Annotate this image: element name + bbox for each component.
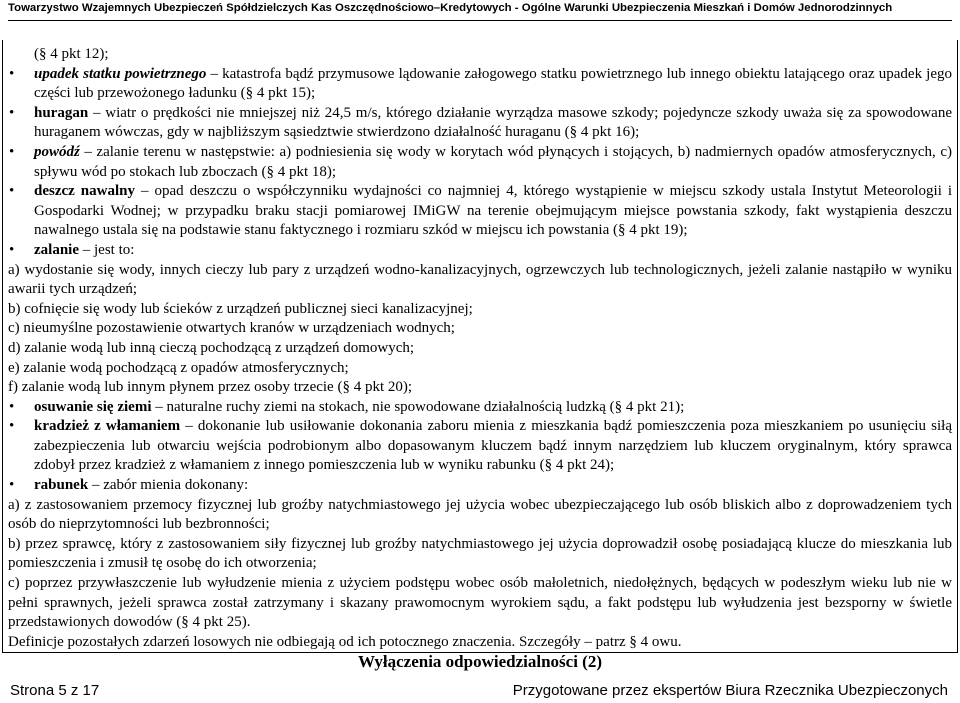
bullet-icon: • bbox=[9, 183, 15, 200]
definition-term: zalanie bbox=[34, 241, 79, 258]
bullet-icon: • bbox=[9, 418, 15, 435]
continued-line: (§ 4 pkt 12); bbox=[34, 46, 109, 62]
bullet-icon: • bbox=[9, 477, 15, 494]
definition-text: – zabór mienia dokonany: bbox=[88, 477, 249, 494]
section-title: Wyłączenia odpowiedzialności (2) bbox=[358, 652, 602, 672]
definition-text: – wiatr o prędkości nie mniejszej niż 24,5 m/s, którego działanie wyrządza masowe szkody; pojedyncze szkody uważa się za spowodowane huraganem wówczas, gdy w najbliższym sąsiedztwie stwierdzono działalność huraganu (§ 4 pkt 16); bbox=[34, 104, 952, 141]
definition-term: osuwanie się ziemi bbox=[34, 398, 152, 415]
bullet-icon: • bbox=[9, 65, 15, 82]
sub-item: f) zalanie wodą lub innym płynem przez osoby trzecie (§ 4 pkt 20); bbox=[8, 379, 413, 396]
definition-item bbox=[8, 104, 952, 143]
sub-item: d) zalanie wodą lub inną cieczą pochodzącą z urządzeń domowych; bbox=[8, 339, 415, 356]
bullet-icon: • bbox=[9, 104, 15, 121]
definition-term: rabunek bbox=[34, 477, 89, 494]
definition-term: huragan bbox=[34, 104, 89, 121]
page-number: Strona 5 z 17 bbox=[10, 682, 100, 699]
definition-item bbox=[8, 398, 952, 418]
definition-term: upadek statku powietrznego bbox=[34, 65, 207, 82]
bullet-icon: • bbox=[9, 143, 15, 160]
definition-item bbox=[8, 182, 952, 241]
sub-item: a) z zastosowaniem przemocy fizycznej lub groźby natychmiastowego jej użycia wobec ubezpieczającego lub osób bliskich albo z doprowadzeniem tych osób do nieprzytomności lub bezbronności; bbox=[8, 496, 952, 533]
definition-term: deszcz nawalny bbox=[34, 183, 135, 200]
definition-text: – jest to: bbox=[79, 241, 135, 258]
sub-item: b) przez sprawcę, który z zastosowaniem siły fizycznej lub groźby natychmiastowego jej użycia doprowadził osobę posiadającą klucze do mieszkania lub pomieszczenia i zmusił tę osobę do ich otworzenia; bbox=[8, 535, 952, 572]
sub-item: c) nieumyślne pozostawienie otwartych kranów w urządzeniach wodnych; bbox=[8, 320, 455, 337]
footer-credit: Przygotowane przez ekspertów Biura Rzecznika Ubezpieczonych bbox=[512, 682, 948, 699]
bullet-icon: • bbox=[9, 241, 15, 258]
definition-term: kradzież z włamaniem bbox=[34, 418, 181, 435]
header-divider bbox=[8, 20, 952, 21]
document-body bbox=[8, 45, 952, 672]
definition-text: – zalanie terenu w następstwie: a) podniesienia się wody w korytach wód płynących i stojących, b) nadmiernych opadów atmosferycznych, c) spływu wód po stokach lub zboczach (§ 4 pkt 18); bbox=[34, 143, 952, 180]
sub-item: a) wydostanie się wody, innych cieczy lub pary z urządzeń wodno-kanalizacyjnych, ogrzewczych lub technologicznych, jeżeli zalanie nastąpiło w wyniku awarii tych urządzeń; bbox=[8, 261, 952, 298]
definition-text: – dokonanie lub usiłowanie dokonania zaboru mienia z mieszkania bądź pomieszczenia poza mieszkaniem po usunięciu siłą zabezpieczenia lub otwarciu wejścia podrobionym albo dopasowanym kluczem bądź innym narzędziem lub kluczem oryginalnym, który sprawca zdobył przez kradzież z włamaniem z innego pomieszczenia lub w wyniku rabunku (§ 4 pkt 24); bbox=[34, 418, 952, 474]
definition-term: powódź bbox=[34, 143, 80, 160]
closing-paragraph: Definicje pozostałych zdarzeń losowych nie odbiegają od ich potocznego znaczenia. Szczegóły – patrz § 4 owu. bbox=[8, 633, 682, 650]
definition-text: – katastrofa bądź przymusowe lądowanie załogowego statku powietrznego lub innego obiektu latającego oraz upadek jego części lub przewożonego ładunku (§ 4 pkt 15); bbox=[34, 65, 953, 102]
document-header: Towarzystwo Wzajemnych Ubezpieczeń Spółdzielczych Kas Oszczędnościowo–Kredytowych - Ogólne Warunki Ubezpieczenia Mieszkań i Domów Jednorodzinnych bbox=[8, 2, 893, 14]
sub-item: e) zalanie wodą pochodzącą z opadów atmosferycznych; bbox=[8, 359, 349, 376]
definition-item bbox=[8, 143, 952, 182]
definition-item bbox=[8, 417, 952, 476]
definition-text: – naturalne ruchy ziemi na stokach, nie spowodowane działalnością ludzką (§ 4 pkt 21); bbox=[151, 398, 685, 415]
sub-item: c) poprzez przywłaszczenie lub wyłudzenie mienia z użyciem podstępu wobec osób małoletnich, niedołężnych, będących w podeszłym wieku lub nie w pełni sprawnych, jeżeli sprawca został zatrzymany i skazany prawomocnym wyrokiem sądu, a fakt podstępu lub wyłudzenia jest bezsporny w świetle przedstawionych dowodów (§ 4 pkt 25). bbox=[8, 575, 952, 631]
sub-item: b) cofnięcie się wody lub ścieków z urządzeń publicznej sieci kanalizacyjnej; bbox=[8, 300, 473, 317]
definition-text: – opad deszczu o współczynniku wydajności co najmniej 4, którego wystąpienie w miejscu szkody ustala Instytut Meteorologii i Gospodarki Wodnej; w przypadku braku stacji pomiarowej IMiGW na terenie obejmującym miejsce powstania szkody, fakt wystąpienia deszczu nawalnego ustala się na podstawie stanu faktycznego i rozmiaru szkód w miejscu ich powstania (§ 4 pkt 19); bbox=[34, 183, 953, 239]
definition-item bbox=[8, 241, 952, 261]
bullet-icon: • bbox=[9, 398, 15, 415]
definition-item bbox=[8, 65, 952, 104]
definition-item bbox=[8, 476, 952, 496]
